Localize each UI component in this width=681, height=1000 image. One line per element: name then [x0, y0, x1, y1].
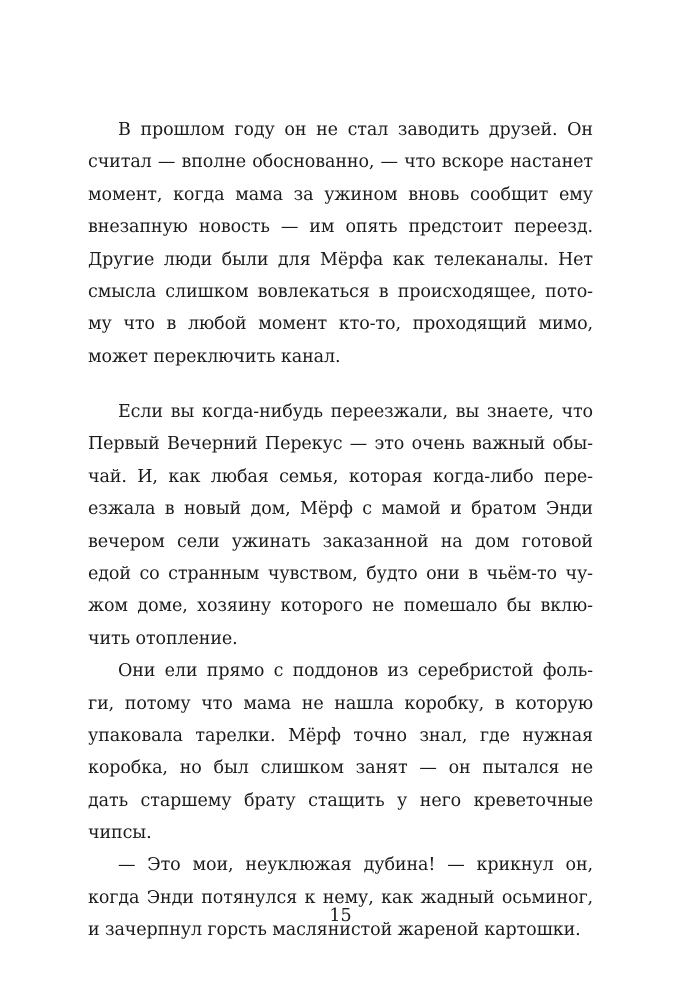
text-line: смысла слишком вовлекаться в происходящее, пото- — [88, 281, 593, 302]
text-line: коробка, но был слишком занят — он пытался не — [88, 758, 593, 779]
text-line: может переключить канал. — [88, 346, 341, 367]
text-line: жом доме, хозяину которого не помешало бы вклю- — [88, 596, 593, 617]
text-line: Первый Вечерний Перекус — это очень важный обы- — [88, 434, 593, 455]
text-line: и зачерпнул горсть маслянистой жареной картошки. — [88, 920, 581, 941]
paragraph — [88, 849, 593, 946]
text-section-2 — [88, 396, 593, 947]
text-line: Другие люди были для Мёрфа как телеканалы. Нет — [88, 249, 593, 270]
text-line: чипсы. — [88, 823, 152, 844]
text-section-1 — [88, 114, 593, 373]
paragraph — [88, 114, 593, 373]
text-line: В прошлом году он не стал заводить друзей. Он — [118, 120, 593, 140]
text-line: дать старшему брату стащить у него креветочные — [88, 790, 593, 811]
text-line: езжала в новый дом, Мёрф с мамой и братом Энди — [88, 499, 593, 520]
paragraph — [88, 655, 593, 849]
page-number: 15 — [329, 906, 352, 926]
text-line: когда Энди потянулся к нему, как жадный осьминог, — [88, 887, 593, 908]
text-line: считал — вполне обоснованно, — что вскоре настанет — [88, 152, 593, 173]
text-line: внезапную новость — им опять предстоит переезд. — [88, 217, 593, 238]
text-line: Если вы когда-нибудь переезжали, вы знаете, что — [118, 402, 593, 422]
text-line: Они ели прямо с поддонов из серебристой фоль- — [118, 661, 593, 682]
text-line: вечером сели ужинать заказанной на дом готовой — [88, 531, 593, 552]
text-line: момент, когда мама за ужином вновь сообщит ему — [88, 184, 593, 205]
text-line: му что в любой момент кто-то, проходящий мимо, — [88, 314, 593, 335]
text-line: ги, потому что мама не нашла коробку, в которую — [88, 693, 593, 714]
paragraph — [88, 396, 593, 655]
text-line: чай. И, как любая семья, которая когда-либо пере- — [88, 466, 593, 487]
text-line: едой со странным чувством, будто они в чьём-то чу- — [88, 563, 593, 584]
text-line: — Это мои, неуклюжая дубина! — крикнул он, — [118, 855, 593, 876]
text-line: упаковала тарелки. Мёрф точно знал, где нужная — [88, 725, 593, 746]
text-line: чить отопление. — [88, 628, 238, 649]
